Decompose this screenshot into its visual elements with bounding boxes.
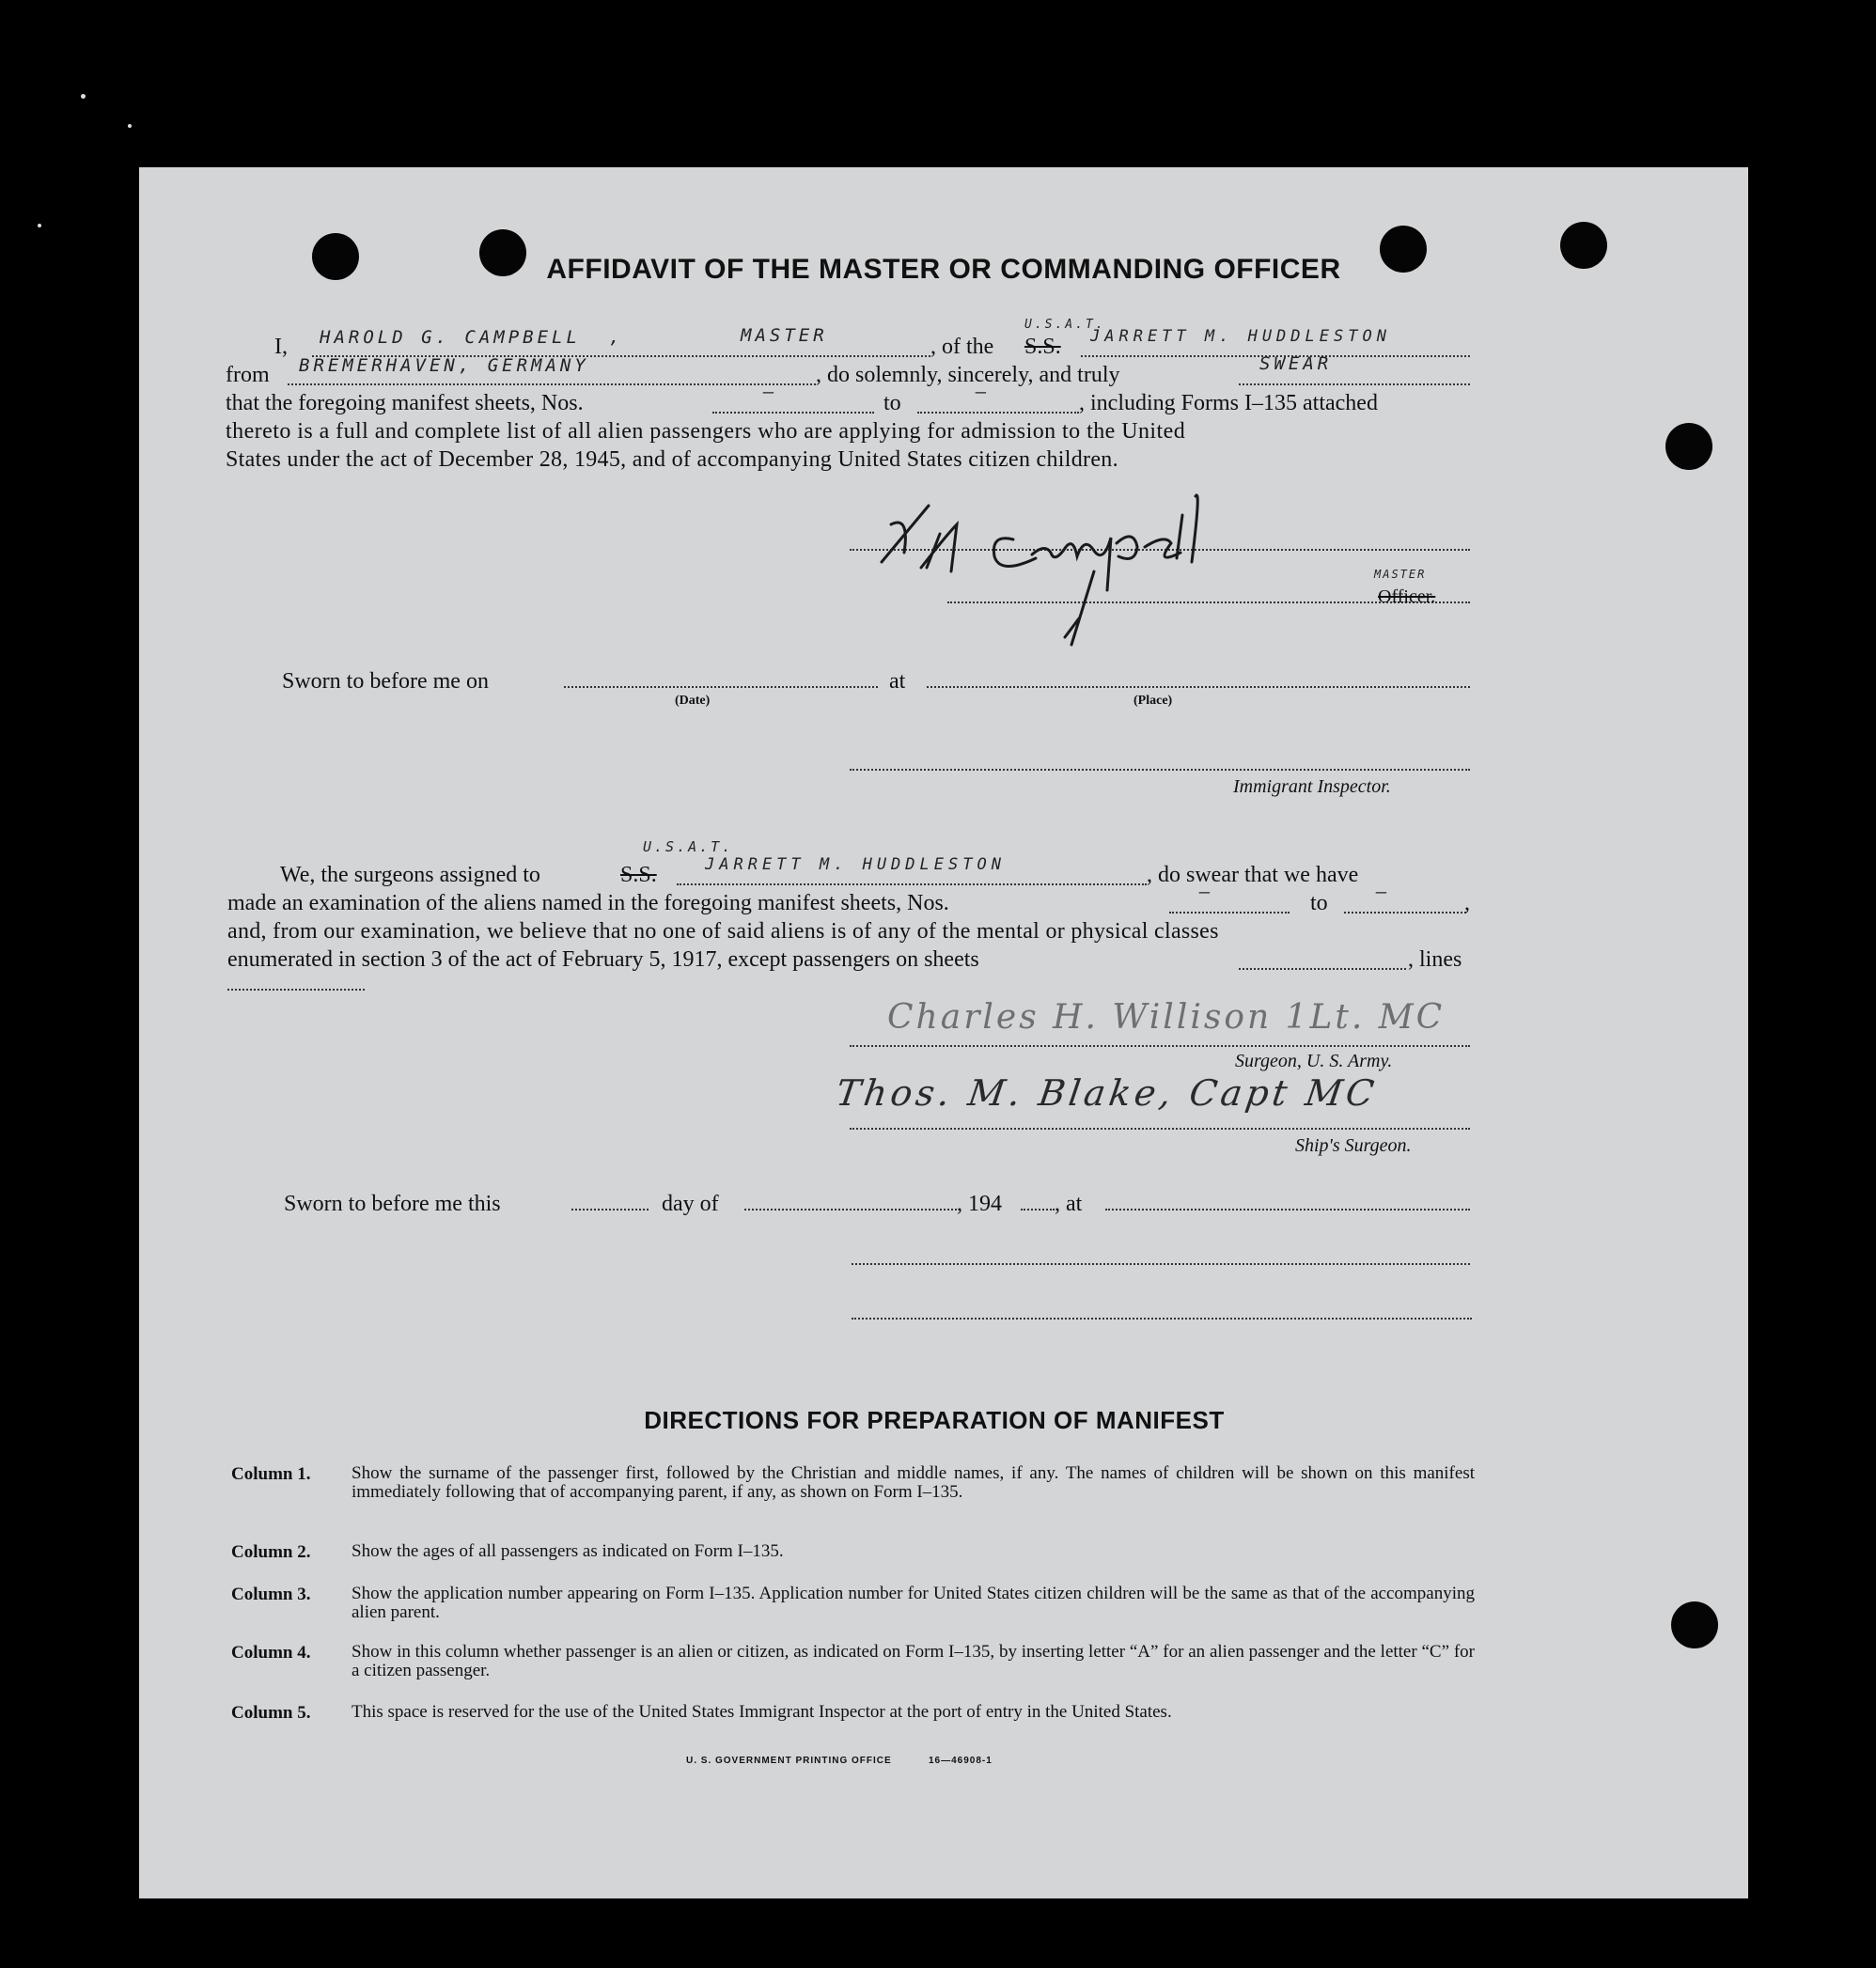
page-title: AFFIDAVIT OF THE MASTER OR COMMANDING OFFICER [546, 254, 1341, 285]
ship-surgeon-signature: Thos. M. Blake, Capt MC [833, 1072, 1381, 1114]
sworn-at: at [889, 669, 906, 694]
affidavit-line-5: States under the act of December 28, 1945, and of accompanying United States citizen children. [226, 447, 1118, 472]
ship-surgeon-caption: Ship's Surgeon. [1295, 1135, 1412, 1156]
sworn2-signature-line-1 [852, 1263, 1470, 1265]
surgeons-lines-text: , lines [1408, 947, 1462, 972]
sworn2-place-line [1105, 1209, 1470, 1210]
inspector-signature-line [850, 769, 1470, 771]
forms-attached-text: , including Forms I–135 attached [1079, 391, 1378, 415]
surgeons-vessel-type-struck: S.S. [620, 863, 657, 887]
affidavit-line-4: thereto is a full and complete list of all alien passengers who are applying for admission to the United [226, 419, 1186, 444]
surgeons-line-3: and, from our examination, we believe that no one of said aliens is of any of the mental or physical classes [227, 919, 1219, 944]
surgeons-sheet-from-line [1169, 912, 1290, 914]
direction-label-3: Column 3. [231, 1585, 311, 1604]
directions-title: DIRECTIONS FOR PREPARATION OF MANIFEST [644, 1406, 1225, 1434]
surgeons-word-to: to [1310, 891, 1328, 915]
surgeons-vessel-line [677, 883, 1147, 885]
manifest-sheets-text: that the foregoing manifest sheets, Nos. [226, 391, 584, 415]
army-surgeon-caption: Surgeon, U. S. Army. [1235, 1051, 1393, 1071]
lines-blank [227, 989, 365, 991]
officer-title-added: MASTER [1374, 568, 1427, 581]
sheet-to-line [917, 412, 1079, 414]
sheets-line [1239, 968, 1406, 970]
printer-credit: U. S. GOVERNMENT PRINTING OFFICE [686, 1756, 892, 1766]
month-line [744, 1209, 957, 1210]
direction-text-2: Show the ages of all passengers as indicated on Form I–135. [352, 1541, 784, 1561]
sheet-from-line [712, 412, 874, 414]
direction-label-1: Column 1. [231, 1464, 311, 1484]
ship-surgeon-line [850, 1128, 1470, 1130]
master-comma: , [609, 327, 624, 348]
master-title-field: MASTER [741, 325, 828, 346]
direction-text-3: Show the application number appearing on Form I–135. Application number for United States citizen children will be the same as that of the accompanying alien parent. [352, 1584, 1475, 1622]
oath-field: SWEAR [1259, 353, 1333, 374]
vessel-type-struck: S.S. [1024, 335, 1061, 359]
sworn-before-me-this: Sworn to before me this [284, 1192, 501, 1216]
word-from: from [226, 363, 270, 387]
year-line [1021, 1209, 1055, 1210]
sworn2-at: , at [1055, 1192, 1083, 1216]
surgeons-vessel-type-added: U.S.A.T. [643, 838, 734, 855]
form-code: 16—46908-1 [929, 1756, 993, 1766]
master-signature [872, 477, 1286, 647]
vessel-name-field: JARRETT M. HUDDLESTON [1090, 327, 1391, 346]
sworn2-signature-line-2 [852, 1318, 1472, 1320]
origin-line [288, 383, 816, 385]
punch-hole [1665, 423, 1712, 470]
place-caption: (Place) [1133, 694, 1173, 708]
surgeons-line-1-end: , do swear that we have [1147, 863, 1359, 887]
direction-text-1: Show the surname of the passenger first, followed by the Christian and middle names, if any. The names of children will be shown on this manifest immediately following that of accompanying parent, if any, as shown on Form I–135. [352, 1463, 1475, 1502]
surgeons-line-2: made an examination of the aliens named in the foregoing manifest sheets, Nos. [227, 891, 949, 915]
surgeons-vessel-name: JARRETT M. HUDDLESTON [705, 855, 1006, 874]
direction-label-4: Column 4. [231, 1643, 311, 1663]
dust-speck [128, 124, 132, 128]
affidavit-page [139, 167, 1748, 1898]
punch-hole [1671, 1601, 1718, 1648]
army-surgeon-signature: Charles H. Willison 1Lt. MC [887, 998, 1446, 1037]
surgeons-sheet-to: — [1376, 882, 1391, 902]
dust-speck [81, 94, 86, 99]
do-solemnly-text: , do solemnly, sincerely, and truly [816, 363, 1120, 387]
dust-speck [38, 224, 41, 227]
of-the-text: , of the [930, 335, 994, 359]
day-of-text: day of [662, 1192, 719, 1216]
origin-field: BREMERHAVEN, GERMANY [299, 355, 589, 376]
day-line [571, 1209, 649, 1210]
surgeons-sheet-to-line [1344, 912, 1466, 914]
inspector-caption: Immigrant Inspector. [1233, 776, 1391, 797]
sworn-place-line [927, 686, 1470, 688]
direction-label-5: Column 5. [231, 1703, 311, 1723]
master-name-field: HAROLD G. CAMPBELL [320, 327, 581, 348]
direction-text-5: This space is reserved for the use of the United States Immigrant Inspector at the port of entry in the United States. [352, 1702, 1172, 1722]
army-surgeon-line [850, 1045, 1470, 1047]
surgeons-line-4: enumerated in section 3 of the act of February 5, 1917, except passengers on sheets [227, 947, 979, 972]
year-text: , 194 [957, 1192, 1002, 1216]
vessel-type-added: U.S.A.T. [1024, 318, 1106, 332]
sworn-before-me-on: Sworn to before me on [282, 669, 489, 694]
sheet-from-field: — [763, 382, 778, 402]
direction-text-4: Show in this column whether passenger is an alien or citizen, as indicated on Form I–135, by inserting letter “A” for an alien passenger and the letter “C” for a citizen passenger. [352, 1642, 1475, 1680]
surgeons-sheet-from: — [1199, 882, 1214, 902]
word-i: I, [274, 335, 288, 359]
oath-line [1239, 383, 1470, 385]
word-to: to [883, 391, 901, 415]
surgeons-line-1: We, the surgeons assigned to [280, 863, 540, 887]
date-caption: (Date) [675, 694, 711, 708]
direction-label-2: Column 2. [231, 1542, 311, 1562]
officer-caption-struck: Officer. [1378, 586, 1436, 607]
sworn-date-line [564, 686, 878, 688]
sheet-to-field: — [976, 382, 991, 402]
surgeons-comma: , [1464, 891, 1470, 915]
